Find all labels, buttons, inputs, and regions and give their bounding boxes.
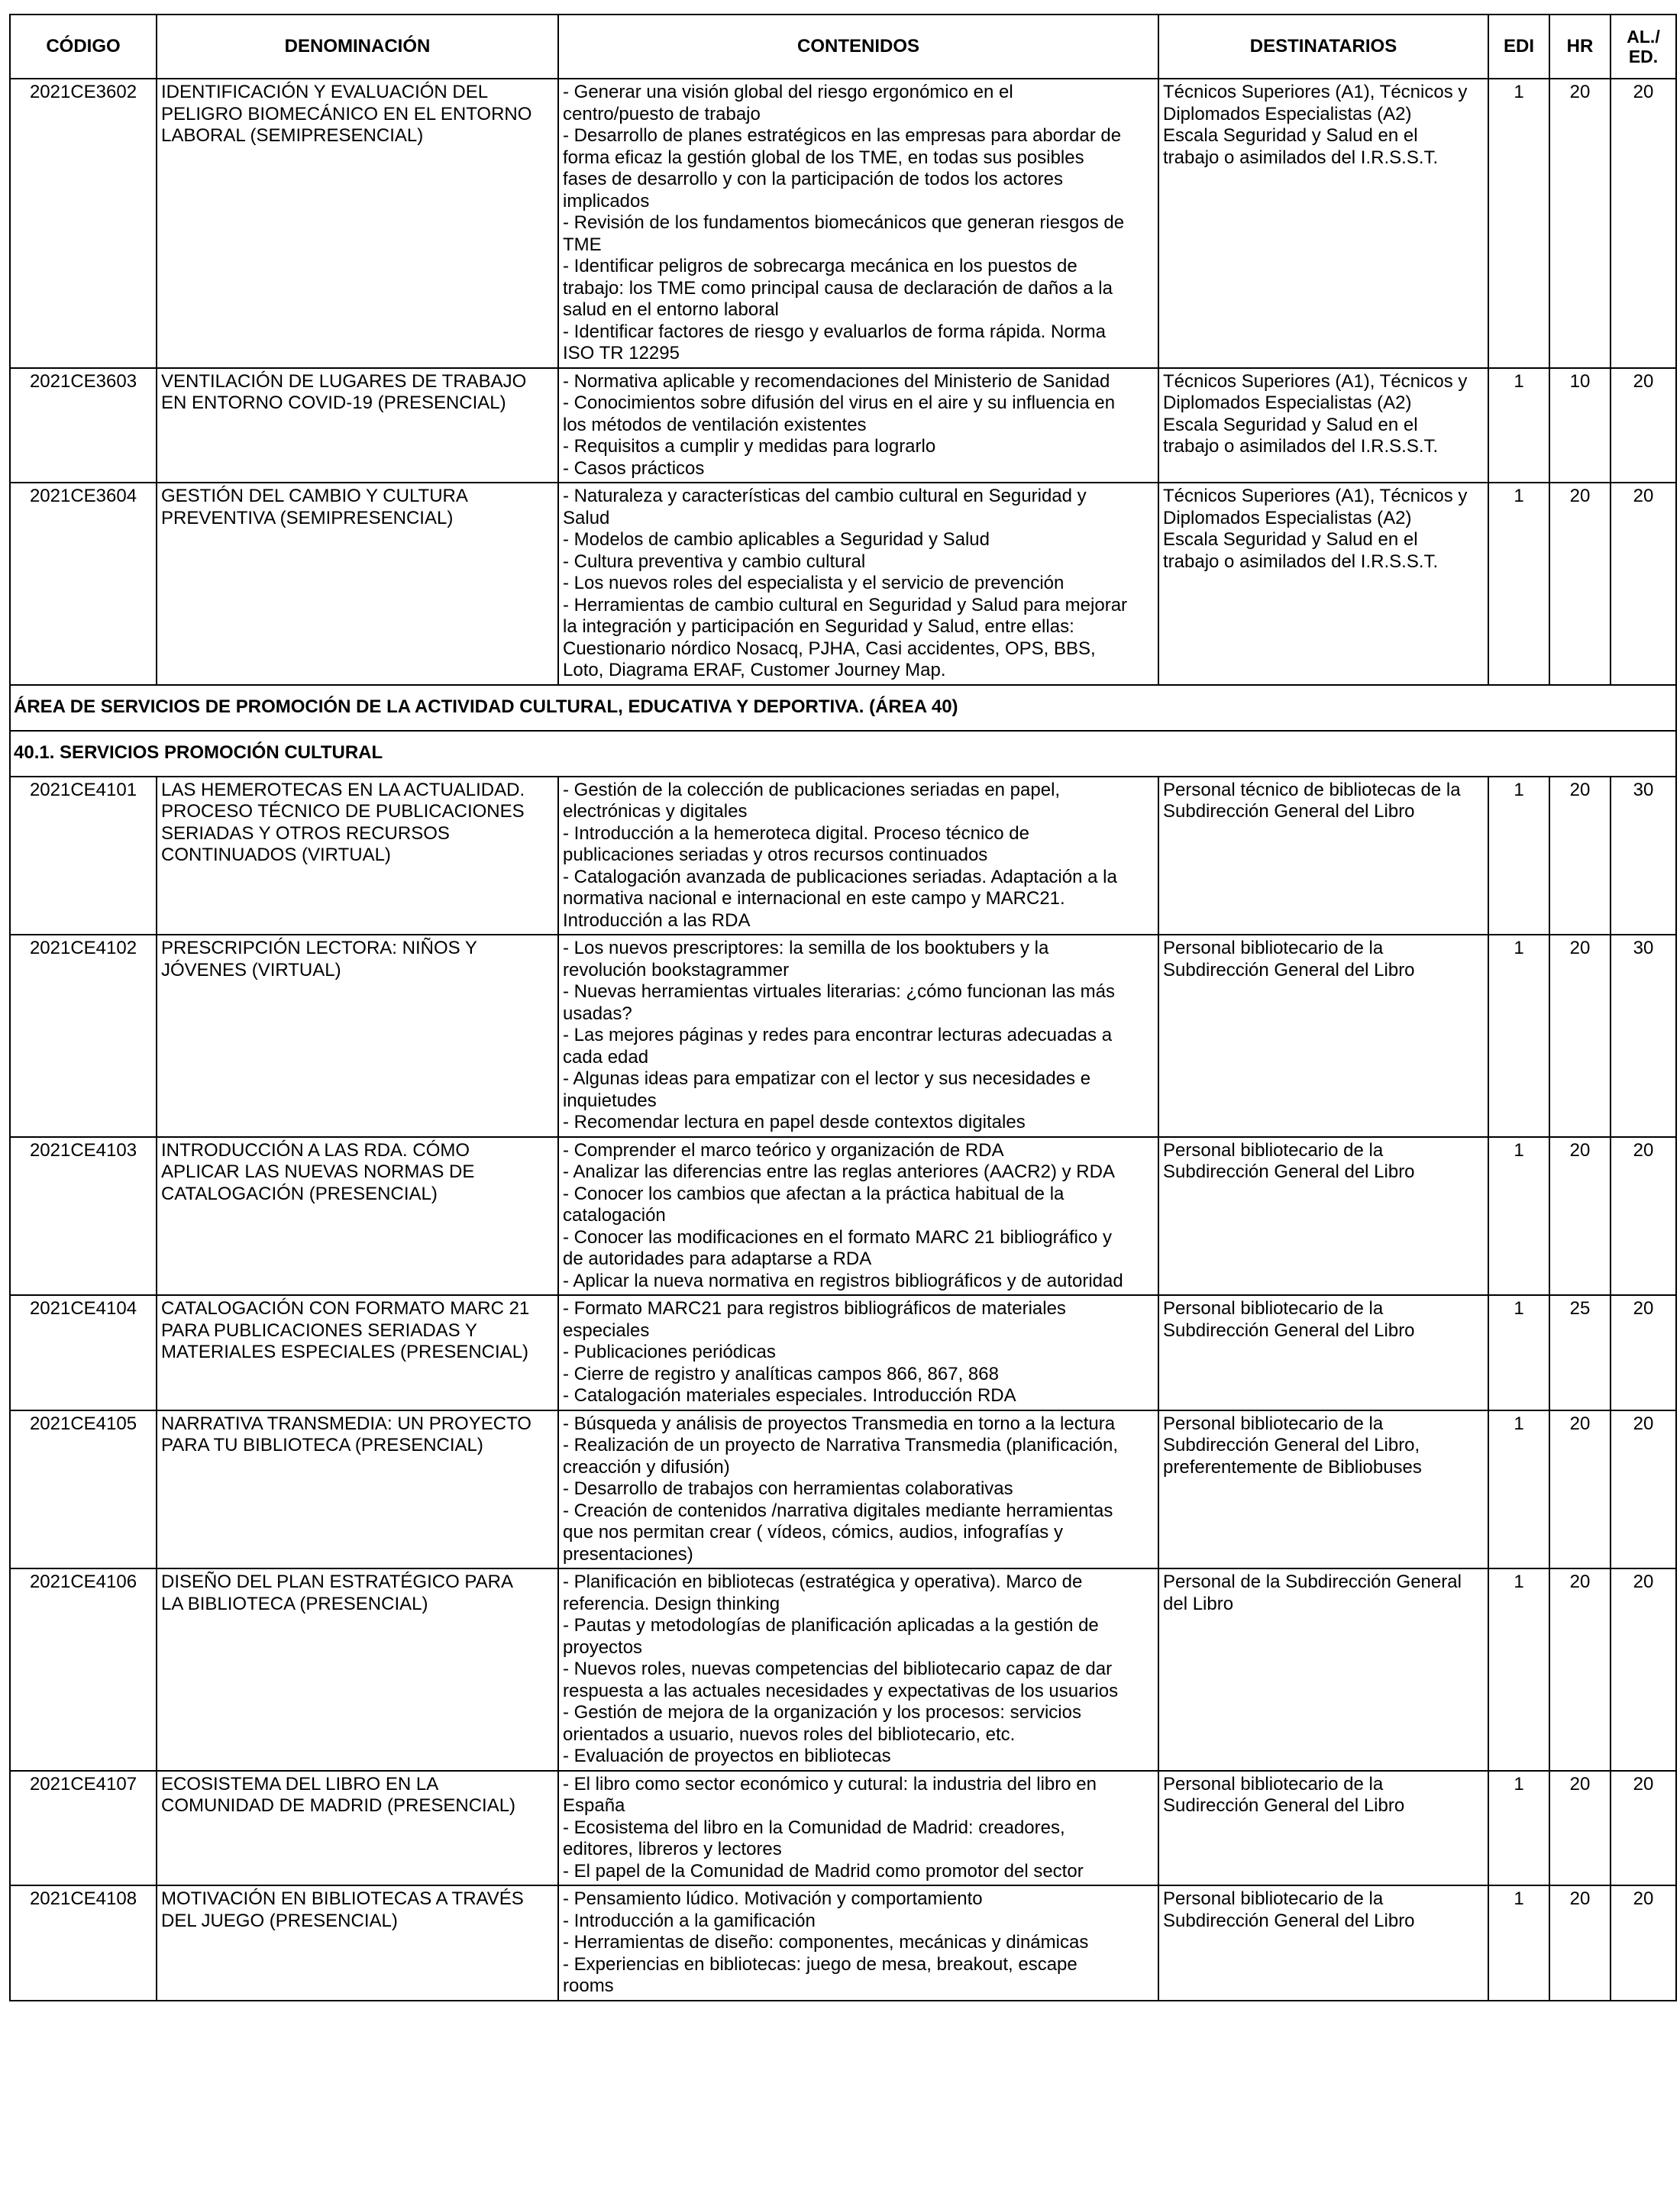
header-contents: CONTENIDOS (558, 15, 1158, 79)
course-edi: 1 (1488, 1410, 1549, 1569)
course-contents: - Formato MARC21 para registros bibliográficos de materiales especiales - Publicaciones periódicas - Cierre de registro y analíticas campos 866, 867, 868 - Catalogación materiales especiales. Introducción RDA (558, 1295, 1158, 1410)
header-hr: HR (1549, 15, 1611, 79)
course-name: VENTILACIÓN DE LUGARES DE TRABAJO EN ENTORNO COVID-19 (PRESENCIAL) (157, 368, 558, 483)
course-hr: 20 (1549, 483, 1611, 685)
section-sub-title: 40.1. SERVICIOS PROMOCIÓN CULTURAL (10, 731, 1676, 777)
course-code: 2021CE4102 (10, 935, 157, 1137)
course-recipients: Personal bibliotecario de la Subdirección General del Libro (1158, 1137, 1488, 1296)
course-recipients: Personal bibliotecario de la Subdirección General del Libro (1158, 935, 1488, 1137)
table-row (10, 1137, 1676, 1296)
course-code: 2021CE3603 (10, 368, 157, 483)
course-contents: - Pensamiento lúdico. Motivación y comportamiento - Introducción a la gamificación - Herramientas de diseño: componentes, mecánicas y dinámicas - Experiencias en bibliotecas: juego de mesa, breakout, escape rooms (558, 1885, 1158, 2001)
course-code: 2021CE4105 (10, 1410, 157, 1569)
table-row (10, 1771, 1676, 1886)
course-name: NARRATIVA TRANSMEDIA: UN PROYECTO PARA TU BIBLIOTECA (PRESENCIAL) (157, 1410, 558, 1569)
course-code: 2021CE3604 (10, 483, 157, 685)
course-edi: 1 (1488, 1295, 1549, 1410)
table-row (10, 368, 1676, 483)
course-hr: 20 (1549, 1137, 1611, 1296)
course-recipients: Personal bibliotecario de la Subdirección General del Libro (1158, 1885, 1488, 2001)
course-name: INTRODUCCIÓN A LAS RDA. CÓMO APLICAR LAS NUEVAS NORMAS DE CATALOGACIÓN (PRESENCIAL) (157, 1137, 558, 1296)
course-al-ed: 20 (1611, 1137, 1676, 1296)
section-row-sub (10, 731, 1676, 777)
course-hr: 20 (1549, 1410, 1611, 1569)
course-code: 2021CE4103 (10, 1137, 157, 1296)
course-al-ed: 20 (1611, 79, 1676, 368)
course-hr: 20 (1549, 1568, 1611, 1771)
header-edi: EDI (1488, 15, 1549, 79)
course-edi: 1 (1488, 1885, 1549, 2001)
course-edi: 1 (1488, 79, 1549, 368)
header-al-ed: AL./ ED. (1611, 15, 1676, 79)
course-edi: 1 (1488, 1568, 1549, 1771)
header-row (10, 15, 1676, 79)
course-recipients: Personal técnico de bibliotecas de la Subdirección General del Libro (1158, 777, 1488, 935)
course-al-ed: 20 (1611, 1885, 1676, 2001)
course-hr: 20 (1549, 777, 1611, 935)
header-code: CÓDIGO (10, 15, 157, 79)
course-al-ed: 20 (1611, 483, 1676, 685)
course-hr: 20 (1549, 1771, 1611, 1886)
course-code: 2021CE4104 (10, 1295, 157, 1410)
course-name: DISEÑO DEL PLAN ESTRATÉGICO PARA LA BIBLIOTECA (PRESENCIAL) (157, 1568, 558, 1771)
courses-table (9, 14, 1677, 2001)
course-hr: 10 (1549, 368, 1611, 483)
section-area-title: ÁREA DE SERVICIOS DE PROMOCIÓN DE LA ACTIVIDAD CULTURAL, EDUCATIVA Y DEPORTIVA. (ÁREA 40) (10, 685, 1676, 731)
table-row (10, 79, 1676, 368)
course-al-ed: 30 (1611, 935, 1676, 1137)
course-hr: 20 (1549, 79, 1611, 368)
course-edi: 1 (1488, 1137, 1549, 1296)
course-code: 2021CE4101 (10, 777, 157, 935)
course-code: 2021CE4107 (10, 1771, 157, 1886)
course-hr: 25 (1549, 1295, 1611, 1410)
course-name: ECOSISTEMA DEL LIBRO EN LA COMUNIDAD DE MADRID (PRESENCIAL) (157, 1771, 558, 1886)
course-edi: 1 (1488, 1771, 1549, 1886)
course-contents: - Los nuevos prescriptores: la semilla de los booktubers y la revolución bookstagrammer - Nuevas herramientas virtuales literarias: ¿cómo funcionan las más usadas? - Las mejores páginas y redes para encontrar lecturas adecuadas a cada edad - Algunas ideas para empatizar con el lector y sus necesidades e inquietudes - Recomendar lectura en papel desde contextos digitales (558, 935, 1158, 1137)
course-al-ed: 30 (1611, 777, 1676, 935)
course-contents: - Gestión de la colección de publicaciones seriadas en papel, electrónicas y digitales - Introducción a la hemeroteca digital. Proceso técnico de publicaciones seriadas y otros recursos continuados - Catalogación avanzada de publicaciones seriadas. Adaptación a la normativa nacional e internacional en este campo y MARC21. Introducción a las RDA (558, 777, 1158, 935)
course-name: CATALOGACIÓN CON FORMATO MARC 21 PARA PUBLICACIONES SERIADAS Y MATERIALES ESPECIALES (PRESENCIAL) (157, 1295, 558, 1410)
table-row (10, 777, 1676, 935)
course-recipients: Técnicos Superiores (A1), Técnicos y Diplomados Especialistas (A2) Escala Seguridad y Salud en el trabajo o asimilados del I.R.S.S.T. (1158, 483, 1488, 685)
course-contents: - Búsqueda y análisis de proyectos Transmedia en torno a la lectura - Realización de un proyecto de Narrativa Transmedia (planificación, creacción y difusión) - Desarrollo de trabajos con herramientas colaborativas - Creación de contenidos /narrativa digitales mediante herramientas que nos permitan crear ( vídeos, cómics, audios, infografías y presentaciones) (558, 1410, 1158, 1569)
course-contents: - Comprender el marco teórico y organización de RDA - Analizar las diferencias entre las reglas anteriores (AACR2) y RDA - Conocer los cambios que afectan a la práctica habitual de la catalogación - Conocer las modificaciones en el formato MARC 21 bibliográfico y de autoridades para adaptarse a RDA - Aplicar la nueva normativa en registros bibliográficos y de autoridad (558, 1137, 1158, 1296)
course-contents: - Generar una visión global del riesgo ergonómico en el centro/puesto de trabajo - Desarrollo de planes estratégicos en las empresas para abordar de forma eficaz la gestión global de los TME, en todas sus posibles fases de desarrollo y con la participación de todos los actores implicados - Revisión de los fundamentos biomecánicos que generan riesgos de TME - Identificar peligros de sobrecarga mecánica en los puestos de trabajo: los TME como principal causa de declaración de daños a la salud en el entorno laboral - Identificar factores de riesgo y evaluarlos de forma rápida. Norma ISO TR 12295 (558, 79, 1158, 368)
table-row (10, 1885, 1676, 2001)
course-contents: - Planificación en bibliotecas (estratégica y operativa). Marco de referencia. Design thinking - Pautas y metodologías de planificación aplicadas a la gestión de proyectos - Nuevos roles, nuevas competencias del bibliotecario capaz de dar respuesta a las actuales necesidades y expectativas de los usuarios - Gestión de mejora de la organización y los procesos: servicios orientados a usuario, nuevos roles del bibliotecario, etc. - Evaluación de proyectos en bibliotecas (558, 1568, 1158, 1771)
course-hr: 20 (1549, 1885, 1611, 2001)
course-edi: 1 (1488, 368, 1549, 483)
course-hr: 20 (1549, 935, 1611, 1137)
course-recipients: Técnicos Superiores (A1), Técnicos y Diplomados Especialistas (A2) Escala Seguridad y Salud en el trabajo o asimilados del I.R.S.S.T. (1158, 368, 1488, 483)
course-recipients: Personal bibliotecario de la Subdirección General del Libro, preferentemente de Bibliobuses (1158, 1410, 1488, 1569)
header-recipients: DESTINATARIOS (1158, 15, 1488, 79)
course-al-ed: 20 (1611, 368, 1676, 483)
course-al-ed: 20 (1611, 1771, 1676, 1886)
course-code: 2021CE4106 (10, 1568, 157, 1771)
course-contents: - Normativa aplicable y recomendaciones del Ministerio de Sanidad - Conocimientos sobre difusión del virus en el aire y su influencia en los métodos de ventilación existentes - Requisitos a cumplir y medidas para lograrlo - Casos prácticos (558, 368, 1158, 483)
header-name: DENOMINACIÓN (157, 15, 558, 79)
course-edi: 1 (1488, 483, 1549, 685)
course-edi: 1 (1488, 935, 1549, 1137)
course-contents: - Naturaleza y características del cambio cultural en Seguridad y Salud - Modelos de cambio aplicables a Seguridad y Salud - Cultura preventiva y cambio cultural - Los nuevos roles del especialista y el servicio de prevención - Herramientas de cambio cultural en Seguridad y Salud para mejorar la integración y participación en Seguridad y Salud, entre ellas: Cuestionario nórdico Nosacq, PJHA, Casi accidentes, OPS, BBS, Loto, Diagrama ERAF, Customer Journey Map. (558, 483, 1158, 685)
course-name: PRESCRIPCIÓN LECTORA: NIÑOS Y JÓVENES (VIRTUAL) (157, 935, 558, 1137)
course-code: 2021CE3602 (10, 79, 157, 368)
course-recipients: Personal bibliotecario de la Subdirección General del Libro (1158, 1295, 1488, 1410)
table-row (10, 935, 1676, 1137)
course-recipients: Personal de la Subdirección General del Libro (1158, 1568, 1488, 1771)
course-code: 2021CE4108 (10, 1885, 157, 2001)
course-recipients: Técnicos Superiores (A1), Técnicos y Diplomados Especialistas (A2) Escala Seguridad y Salud en el trabajo o asimilados del I.R.S.S.T. (1158, 79, 1488, 368)
course-edi: 1 (1488, 777, 1549, 935)
section-row-area (10, 685, 1676, 731)
table-row (10, 483, 1676, 685)
course-contents: - El libro como sector económico y cutural: la industria del libro en España - Ecosistema del libro en la Comunidad de Madrid: creadores, editores, libreros y lectores - El papel de la Comunidad de Madrid como promotor del sector (558, 1771, 1158, 1886)
table-row (10, 1410, 1676, 1569)
course-al-ed: 20 (1611, 1568, 1676, 1771)
course-name: LAS HEMEROTECAS EN LA ACTUALIDAD. PROCESO TÉCNICO DE PUBLICACIONES SERIADAS Y OTROS RECURSOS CONTINUADOS (VIRTUAL) (157, 777, 558, 935)
course-recipients: Personal bibliotecario de la Sudirección General del Libro (1158, 1771, 1488, 1886)
table-row (10, 1295, 1676, 1410)
course-al-ed: 20 (1611, 1295, 1676, 1410)
table-row (10, 1568, 1676, 1771)
course-name: MOTIVACIÓN EN BIBLIOTECAS A TRAVÉS DEL JUEGO (PRESENCIAL) (157, 1885, 558, 2001)
course-al-ed: 20 (1611, 1410, 1676, 1569)
course-name: IDENTIFICACIÓN Y EVALUACIÓN DEL PELIGRO BIOMECÁNICO EN EL ENTORNO LABORAL (SEMIPRESENCIAL) (157, 79, 558, 368)
course-name: GESTIÓN DEL CAMBIO Y CULTURA PREVENTIVA (SEMIPRESENCIAL) (157, 483, 558, 685)
